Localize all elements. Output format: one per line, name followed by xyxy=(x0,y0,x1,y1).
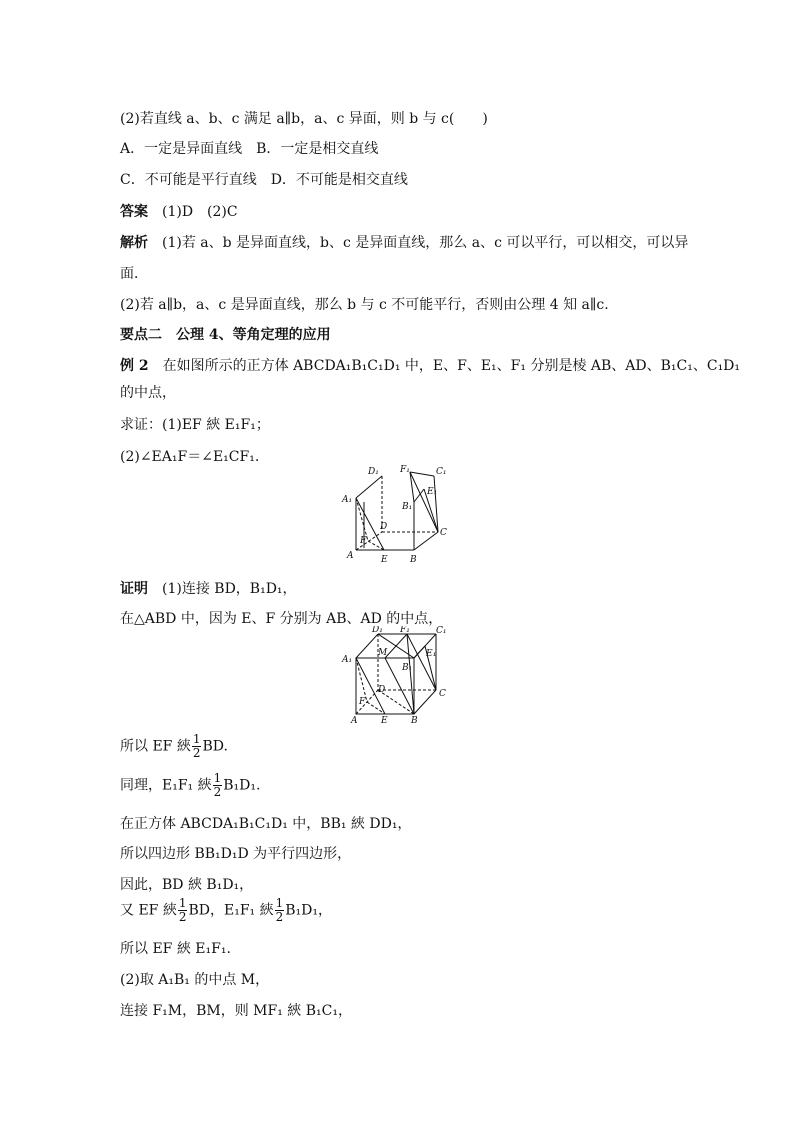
proof-line-3-tail: BD. xyxy=(202,738,228,755)
proof-line-8-part-b: BD，E₁F₁ 綊 xyxy=(188,902,274,919)
fig1-label-B1: B₁ xyxy=(402,502,413,512)
fig2-label-B: B xyxy=(411,716,418,726)
fraction-half xyxy=(178,897,188,924)
fig2-label-F: F xyxy=(359,697,366,707)
question-2-options-cd: C．不可能是平行直线 D．不可能是相交直线 xyxy=(120,172,408,188)
fig1-label-E: E xyxy=(381,555,388,565)
fig2-label-E1: E₁ xyxy=(426,649,437,659)
fraction-half xyxy=(213,772,223,799)
fig1-label-F: F xyxy=(360,536,367,546)
fraction-denominator: 2 xyxy=(178,910,187,924)
fig1-label-D1: D₁ xyxy=(368,467,379,477)
example-row xyxy=(120,357,740,375)
proof-line-10: (2)取 A₁B₁ 的中点 M， xyxy=(120,972,270,988)
fraction-denominator: 2 xyxy=(192,746,201,760)
answer-text: (1)D (2)C xyxy=(162,204,238,220)
fig2-label-D1: D₁ xyxy=(372,626,383,635)
analysis-label: 解析 xyxy=(120,235,148,251)
fraction-denominator: 2 xyxy=(275,910,284,924)
fig1-label-F1: F₁ xyxy=(400,465,410,475)
fraction-denominator: 2 xyxy=(213,785,222,799)
fig1-label-C1: C₁ xyxy=(436,467,447,477)
question-2-options-ab: A．一定是异面直线 B．一定是相交直线 xyxy=(120,141,379,157)
fig2-label-B1: B₁ xyxy=(402,663,413,673)
section-heading: 要点二 公理 4、等角定理的应用 xyxy=(120,327,331,343)
fraction-numerator: 1 xyxy=(192,732,201,746)
proof-line-4 xyxy=(120,772,260,799)
fig1-label-E1: E₁ xyxy=(427,487,438,497)
proof-line-2: 在△ABD 中，因为 E、F 分别为 AB、AD 的中点， xyxy=(120,611,443,627)
analysis-row xyxy=(120,234,688,252)
proof-row xyxy=(120,580,297,598)
proof-line-3 xyxy=(120,733,228,760)
fraction-half xyxy=(192,733,202,760)
fraction-numerator: 1 xyxy=(178,896,187,910)
example-line-2: 的中点， xyxy=(120,385,176,401)
fig2-label-E: E xyxy=(381,716,388,726)
fig2-label-C1: C₁ xyxy=(436,626,447,636)
proof-line-1: (1)连接 BD，B₁D₁， xyxy=(162,581,297,597)
proof-line-7: 因此，BD 綊 B₁D₁， xyxy=(120,877,254,893)
fig1-label-A1: A₁ xyxy=(342,495,353,505)
proof-line-3-text: 所以 EF 綊 xyxy=(120,738,191,755)
fig2-label-F1: F₁ xyxy=(400,626,410,635)
fig2-label-D: D xyxy=(378,685,386,695)
proof-line-8 xyxy=(120,897,332,924)
analysis-line-2: 面． xyxy=(120,266,148,282)
answer-label: 答案 xyxy=(120,204,148,220)
proof-line-6: 所以四边形 BB₁D₁D 为平行四边形， xyxy=(120,846,352,862)
example-prove-1: 求证：(1)EF 綊 E₁F₁； xyxy=(120,417,270,433)
fig2-label-A: A xyxy=(351,716,358,726)
proof-line-9: 所以 EF 綊 E₁F₁. xyxy=(120,941,231,957)
answer-row xyxy=(120,203,238,221)
proof-line-8-part-a: 又 EF 綊 xyxy=(120,902,177,919)
proof-line-5: 在正方体 ABCDA₁B₁C₁D₁ 中，BB₁ 綊 DD₁， xyxy=(120,816,412,832)
example-label: 例 2 xyxy=(120,358,149,374)
proof-label: 证明 xyxy=(120,581,148,597)
proof-line-8-part-c: B₁D₁， xyxy=(285,902,332,919)
analysis-line-3: (2)若 a∥b，a、c 是异面直线，那么 b 与 c 不可能平行，否则由公理 4 知 a∥c. xyxy=(120,297,609,313)
fig2-label-M: M xyxy=(378,648,388,658)
analysis-line-1: (1)若 a、b 是异面直线，b、c 是异面直线，那么 a、c 可以平行，可以相交，可以异 xyxy=(162,235,689,251)
fraction-numerator: 1 xyxy=(213,771,222,785)
fig1-label-B: B xyxy=(410,555,417,565)
fig1-label-C: C xyxy=(440,528,447,538)
fig1-label-A: A xyxy=(347,551,354,561)
example-line-1: 在如图所示的正方体 ABCDA₁B₁C₁D₁ 中，E、F、E₁、F₁ 分别是棱 AB、AD、B₁C₁、C₁D₁ xyxy=(162,358,741,374)
cube-figure-2 xyxy=(338,626,458,726)
fraction-half xyxy=(275,897,285,924)
proof-line-4-tail: B₁D₁. xyxy=(223,777,261,794)
cube-figure-1 xyxy=(338,462,458,566)
proof-line-4-text: 同理，E₁F₁ 綊 xyxy=(120,777,212,794)
fig2-label-A1: A₁ xyxy=(342,655,353,665)
fraction-numerator: 1 xyxy=(275,896,284,910)
example-prove-2: (2)∠EA₁F＝∠E₁CF₁. xyxy=(120,449,260,465)
question-2-stem: (2)若直线 a、b、c 满足 a∥b，a、c 异面，则 b 与 c( ) xyxy=(120,111,488,127)
fig1-label-D: D xyxy=(380,522,388,532)
fig2-label-C: C xyxy=(439,689,446,699)
proof-line-11: 连接 F₁M，BM，则 MF₁ 綊 B₁C₁， xyxy=(120,1003,352,1019)
